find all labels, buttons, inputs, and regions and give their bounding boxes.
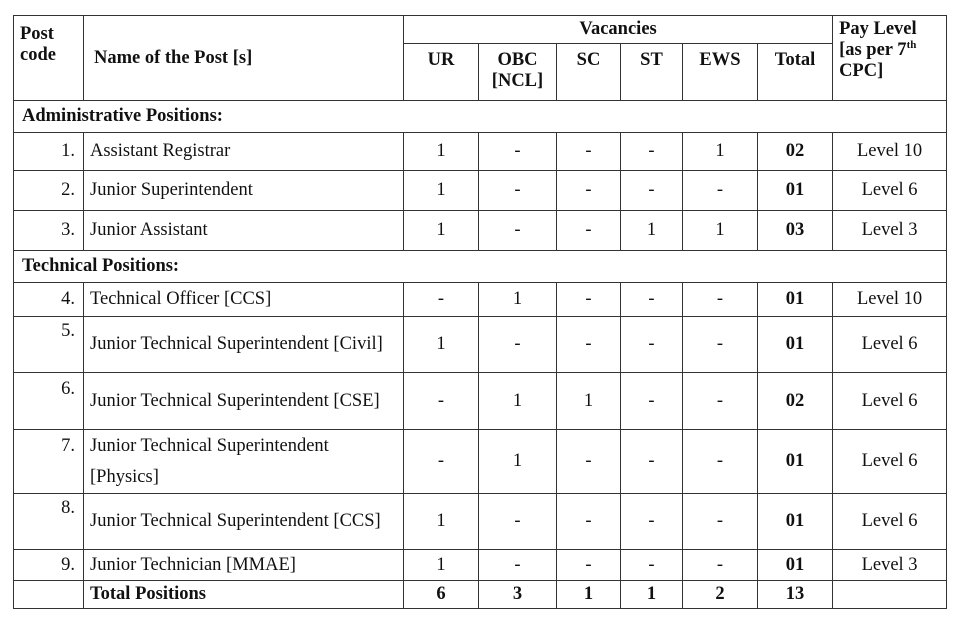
sc-count: - xyxy=(557,133,621,171)
totals-label: Total Positions xyxy=(84,581,404,609)
header-total: Total xyxy=(758,44,833,101)
total-count: 01 xyxy=(758,494,833,550)
section-technical: Technical Positions: xyxy=(14,251,947,283)
post-code: 7. xyxy=(14,430,84,494)
post-name: Junior Assistant xyxy=(84,211,404,251)
ews-count: 1 xyxy=(683,133,758,171)
totals-ews: 2 xyxy=(683,581,758,609)
ews-count: - xyxy=(683,373,758,430)
obc-count: 1 xyxy=(479,283,557,317)
total-count: 01 xyxy=(758,430,833,494)
totals-empty-cell xyxy=(14,581,84,609)
header-post-name: Name of the Post [s] xyxy=(84,16,404,101)
obc-count: - xyxy=(479,317,557,373)
ur-count: 1 xyxy=(404,211,479,251)
obc-count: - xyxy=(479,133,557,171)
sc-count: 1 xyxy=(557,373,621,430)
ur-count: 1 xyxy=(404,171,479,211)
pay-level-sup: th xyxy=(906,38,917,51)
pay-level: Level 6 xyxy=(833,430,947,494)
ews-count: 1 xyxy=(683,211,758,251)
post-name: Junior Technical Superintendent [Civil] xyxy=(84,317,404,373)
table-row xyxy=(14,133,947,171)
total-count: 01 xyxy=(758,317,833,373)
header-vacancies: Vacancies xyxy=(404,16,833,44)
ews-count: - xyxy=(683,317,758,373)
post-name: Junior Technical Superintendent [CSE] xyxy=(84,373,404,430)
sc-count: - xyxy=(557,317,621,373)
obc-count: - xyxy=(479,211,557,251)
pay-level: Level 10 xyxy=(833,283,947,317)
total-count: 01 xyxy=(758,283,833,317)
pay-level: Level 3 xyxy=(833,211,947,251)
st-count: - xyxy=(621,317,683,373)
obc-count: - xyxy=(479,494,557,550)
section-administrative: Administrative Positions: xyxy=(14,101,947,133)
st-count: - xyxy=(621,430,683,494)
post-code: 1. xyxy=(14,133,84,171)
st-count: 1 xyxy=(621,211,683,251)
header-sc: SC xyxy=(557,44,621,101)
totals-ur: 6 xyxy=(404,581,479,609)
header-ews: EWS xyxy=(683,44,758,101)
totals-pay-empty xyxy=(833,581,947,609)
pay-level: Level 10 xyxy=(833,133,947,171)
obc-count: - xyxy=(479,171,557,211)
st-count: - xyxy=(621,171,683,211)
obc-count: 1 xyxy=(479,373,557,430)
ur-count: 1 xyxy=(404,133,479,171)
sc-count: - xyxy=(557,171,621,211)
table-row xyxy=(14,550,947,581)
post-code: 9. xyxy=(14,550,84,581)
st-count: - xyxy=(621,133,683,171)
st-count: - xyxy=(621,494,683,550)
st-count: - xyxy=(621,283,683,317)
header-ur: UR xyxy=(404,44,479,101)
post-name: Junior Technician [MMAE] xyxy=(84,550,404,581)
header-post-code: Post code xyxy=(14,16,84,101)
totals-row xyxy=(14,581,947,609)
totals-obc: 3 xyxy=(479,581,557,609)
sc-count: - xyxy=(557,550,621,581)
post-name: Junior Technical Superintendent [CCS] xyxy=(84,494,404,550)
table-row xyxy=(14,317,947,373)
table-row xyxy=(14,430,947,494)
sc-count: - xyxy=(557,283,621,317)
post-name: Assistant Registrar xyxy=(84,133,404,171)
pay-level: Level 6 xyxy=(833,494,947,550)
totals-total: 13 xyxy=(758,581,833,609)
ur-count: - xyxy=(404,430,479,494)
ur-count: - xyxy=(404,283,479,317)
ur-count: - xyxy=(404,373,479,430)
post-code: 8. xyxy=(14,494,84,550)
table-row xyxy=(14,494,947,550)
post-code: 2. xyxy=(14,171,84,211)
post-code: 3. xyxy=(14,211,84,251)
totals-sc: 1 xyxy=(557,581,621,609)
ur-count: 1 xyxy=(404,550,479,581)
ews-count: - xyxy=(683,283,758,317)
ews-count: - xyxy=(683,550,758,581)
table-row xyxy=(14,171,947,211)
total-count: 01 xyxy=(758,171,833,211)
header-st: ST xyxy=(621,44,683,101)
total-count: 02 xyxy=(758,133,833,171)
st-count: - xyxy=(621,373,683,430)
post-code: 4. xyxy=(14,283,84,317)
table-row xyxy=(14,373,947,430)
post-name: Technical Officer [CCS] xyxy=(84,283,404,317)
pay-level: Level 6 xyxy=(833,317,947,373)
post-code: 5. xyxy=(14,317,84,373)
total-count: 02 xyxy=(758,373,833,430)
vacancy-table xyxy=(13,15,947,609)
ur-count: 1 xyxy=(404,317,479,373)
pay-level: Level 6 xyxy=(833,171,947,211)
total-count: 01 xyxy=(758,550,833,581)
post-name: Junior Technical Superintendent [Physics] xyxy=(84,430,404,494)
ews-count: - xyxy=(683,171,758,211)
pay-level: Level 3 xyxy=(833,550,947,581)
sc-count: - xyxy=(557,494,621,550)
post-name: Junior Superintendent xyxy=(84,171,404,211)
pay-level: Level 6 xyxy=(833,373,947,430)
ews-count: - xyxy=(683,430,758,494)
ews-count: - xyxy=(683,494,758,550)
post-code: 6. xyxy=(14,373,84,430)
header-pay-level xyxy=(833,16,947,101)
ur-count: 1 xyxy=(404,494,479,550)
header-obc: OBC [NCL] xyxy=(479,44,557,101)
st-count: - xyxy=(621,550,683,581)
obc-count: 1 xyxy=(479,430,557,494)
table-row xyxy=(14,211,947,251)
table-row xyxy=(14,283,947,317)
pay-level-tail: CPC] xyxy=(839,61,884,81)
pay-level-text: Pay Level [as per 7 xyxy=(839,19,917,60)
obc-count: - xyxy=(479,550,557,581)
total-count: 03 xyxy=(758,211,833,251)
totals-st: 1 xyxy=(621,581,683,609)
sc-count: - xyxy=(557,211,621,251)
sc-count: - xyxy=(557,430,621,494)
